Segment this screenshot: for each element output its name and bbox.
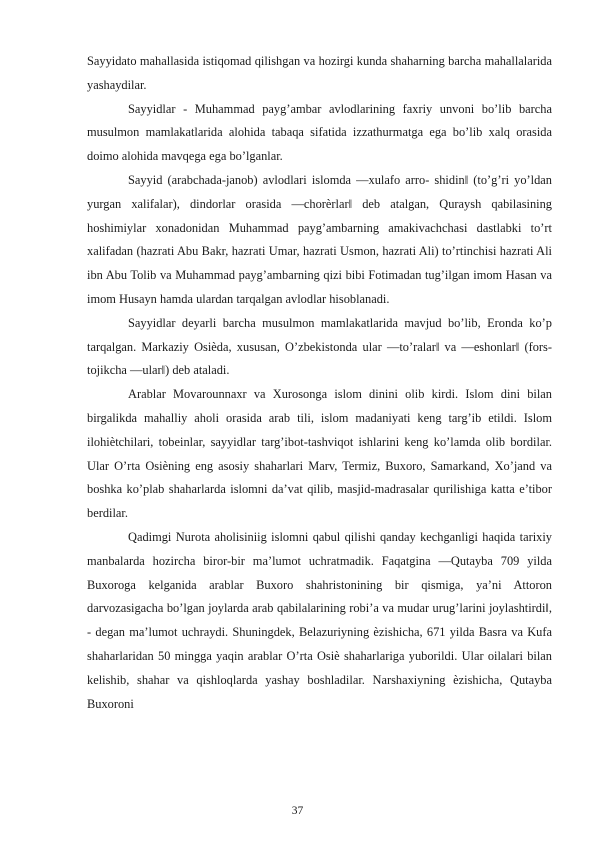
paragraph-6: Qadimgi Nurota aholisiniig islomni qabul qilishi qanday kechganligi haqida tarixiy manbalarda hozircha biror-bir ma’lumot uchratmadik. Faqatgina ―Qutayba 709 yilda Buxoroga kelganida arablar Buxoro shahristonining bir qismiga, ya’ni Attoron darvozasigacha bo’lgan joylarda arab qabilalarining robi’a va mudar urug’larini joylashtirdi‖, - degan ma’lumot uchraydi. Shuningdek, Belazuriyning ѐzishicha, 671 yilda Basra va Kufa shaharlaridan 50 mingga yaqin arablar O’rta Osiѐ shaharlariga yuborildi. Ular oilalari bilan kelishib, shahar va qishloqlarda yashay boshladilar. Narshaxiyning ѐzishicha, Qutayba Buxoroni	[87, 529, 552, 711]
paragraph-5: Arablar Movarounnaxr va Xurosonga islom dinini olib kirdi. Islom dini bilan birgalikda mahalliy aholi orasida arab tili, islom madaniyati keng targ’ib etildi. Islom ilohiѐtchilari, tobeinlar, sayyidlar targ’ibot-tashviqot ishlarini keng ko’lamda olib bordilar. Ular O’rta Osiѐning eng asosiy shaharlari Marv, Termiz, Buxoro, Samarkand, Xo’jand va boshka ko’plab shaharlarda islomni da’vat qilib, masjid-madrasalar qurilishiga katta e’tibor berdilar.	[87, 387, 552, 521]
paragraph-1: Sayyidato mahallasida istiqomad qilishgan va hozirgi kunda shaharning barcha mahallalarida yashaydilar.	[87, 54, 552, 92]
paragraph-4: Sayyidlar deyarli barcha musulmon mamlakatlarida mavjud bo’lib, Eronda ko’p tarqalgan. Markaziy Osiѐda, xususan, O’zbekistonda ular ―to’ralar‖ va ―eshonlar‖ (fors-tojikcha ―ular‖) deb ataladi.	[87, 315, 552, 378]
paragraph-2: Sayyidlar - Muhammad payg’ambar avlodlarining faxriy unvoni bo’lib barcha musulmon mamlakatlarida alohida tabaqa sifatida izzathurmatga ega bo’lib xalq orasida doimo alohida mavqega ega bo’lganlar.	[87, 101, 552, 164]
paragraph-3: Sayyid (arabchada-janob) avlodlari islomda ―xulafo arro- shidin‖ (to’g’ri yo’ldan yurgan xalifalar), dindorlar orasida ―chorѐrlar‖ deb atalgan, Quraysh qabilasining hoshimiylar xonadonidan Muhammad payg’ambarning amakivachchasi dastlabki to’rt xalifadan (hazrati Abu Bakr, hazrati Umar, hazrati Usmon, hazrati Ali) to’rtinchisi hazrati Ali ibn Abu Tolib va Muhammad payg’ambarning qizi bibi Fotimadan tug’ilgan imom Hasan va imom Husayn hamda ulardan tarqalgan avlodlar hisoblanadi.	[87, 172, 552, 306]
document-page	[87, 50, 552, 716]
page-number: 37	[291, 805, 304, 817]
